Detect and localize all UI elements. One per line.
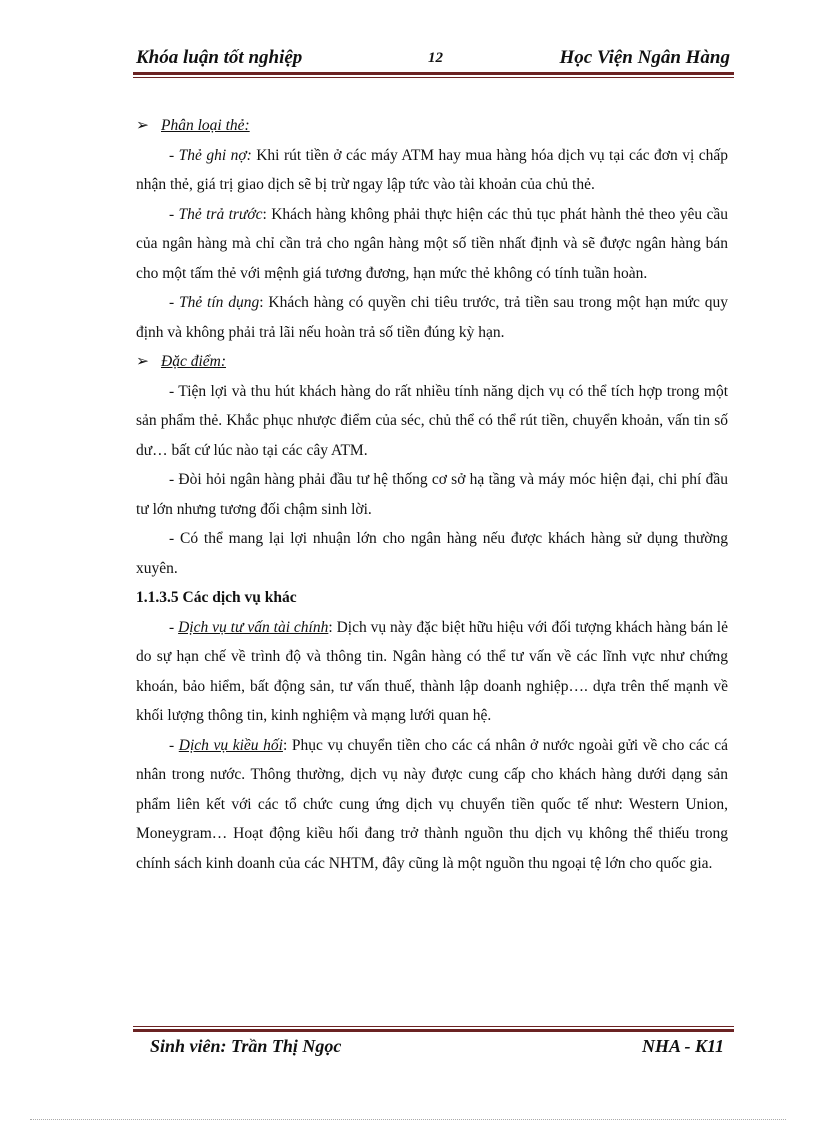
credit-term: Thẻ tín dụng <box>178 294 260 311</box>
footer-class: NHA - K11 <box>641 1036 724 1056</box>
page-number: 12 <box>428 50 443 66</box>
feature-paragraph: - Đòi hỏi ngân hàng phải đầu tư hệ thống cơ sở hạ tầng và máy móc hiện đại, chi phí đầu tư lớn nhưng tương đối chậm sinh lời. <box>136 471 728 518</box>
footer-student: Sinh viên: Trần Thị Ngọc <box>150 1036 342 1056</box>
remittance-term: Dịch vụ kiều hối <box>178 736 283 754</box>
header-rule-thin <box>133 77 734 78</box>
feature-paragraph: - Tiện lợi và thu hút khách hàng do rất nhiều tính năng dịch vụ có thể tích hợp trong một sản phẩm thẻ. Khắc phục nhược điểm của séc, chủ thể có thể rút tiền, chuyển khoản, vấn tin số dư… bất cứ lúc nào tại các cây ATM. <box>136 382 728 459</box>
prepaid-paragraph: - Thẻ trả trước: Khách hàng không phải thực hiện các thủ tục phát hành thẻ theo yêu cầu của ngân hàng mà chỉ cần trả cho ngân hàng một số tiền nhất định và sẽ được ngân hàng bán cho một tấm thẻ với mệnh giá tương đương, hạn mức thẻ không có tính tuần hoàn. <box>136 205 728 282</box>
page-bottom-divider <box>30 1119 786 1120</box>
debit-term: Thẻ ghi nợ: <box>178 146 252 164</box>
footer-rule-thin <box>133 1026 734 1027</box>
arrow-bullet-icon: ➢ <box>136 117 149 134</box>
page-body <box>136 111 728 878</box>
advisory-paragraph: - Dịch vụ tư vấn tài chính: Dịch vụ này đặc biệt hữu hiệu với đối tượng khách hàng bán lẻ do sự hạn chế về trình độ và thông tin. Ngân hàng có thể tư vấn về các lĩnh vực như chứng khoán, bảo hiểm, bất động sản, tư vấn thuế, thành lập doanh nghiệp…. dựa trên thế mạnh về khối lượng thông tin, kinh nghiệm và mạng lưới quan hệ. <box>136 618 728 724</box>
section-heading: 1.1.3.5 Các dịch vụ khác <box>136 589 297 606</box>
features-heading: ➢ Đặc điểm: <box>136 347 728 377</box>
feature-paragraph: - Có thể mang lại lợi nhuận lớn cho ngân hàng nếu được khách hàng sử dụng thường xuyên. <box>136 530 728 577</box>
header-title: Khóa luận tốt nghiệp <box>136 47 303 68</box>
arrow-bullet-icon: ➢ <box>136 353 149 370</box>
credit-paragraph: - Thẻ tín dụng: Khách hàng có quyền chi tiêu trước, trả tiền sau trong một hạn mức quy định và không phải trả lãi nếu hoàn trả số tiền đúng kỳ hạn. <box>136 294 728 341</box>
footer-rule-thick <box>133 1029 734 1032</box>
debit-paragraph: - Thẻ ghi nợ: Khi rút tiền ở các máy ATM hay mua hàng hóa dịch vụ tại các đơn vị chấp nhận thẻ, giá trị giao dịch sẽ bị trừ ngay lập tức vào tài khoản của chủ thẻ. <box>136 146 728 193</box>
prepaid-term: Thẻ trả trước <box>178 205 263 223</box>
classify-heading: ➢ Phân loại thẻ: <box>136 111 728 141</box>
remittance-paragraph: - Dịch vụ kiều hối: Phục vụ chuyển tiền cho các cá nhân ở nước ngoài gửi về cho các cá nhân trong nước. Thông thường, dịch vụ này được cung cấp cho khách hàng dưới dạng sản phẩm liên kết với các tổ chức cung ứng dịch vụ chuyển tiền quốc tế như: Western Union, Moneygram… Hoạt động kiều hối đang trở thành nguồn thu dịch vụ không thể thiếu trong chính sách kinh doanh của các NHTM, đây cũng là một nguồn thu ngoại tệ lớn cho quốc gia. <box>136 736 728 872</box>
header-institution: Học Viện Ngân Hàng <box>559 47 730 68</box>
advisory-term: Dịch vụ tư vấn tài chính <box>178 618 329 636</box>
header-rule-thick <box>133 72 734 75</box>
